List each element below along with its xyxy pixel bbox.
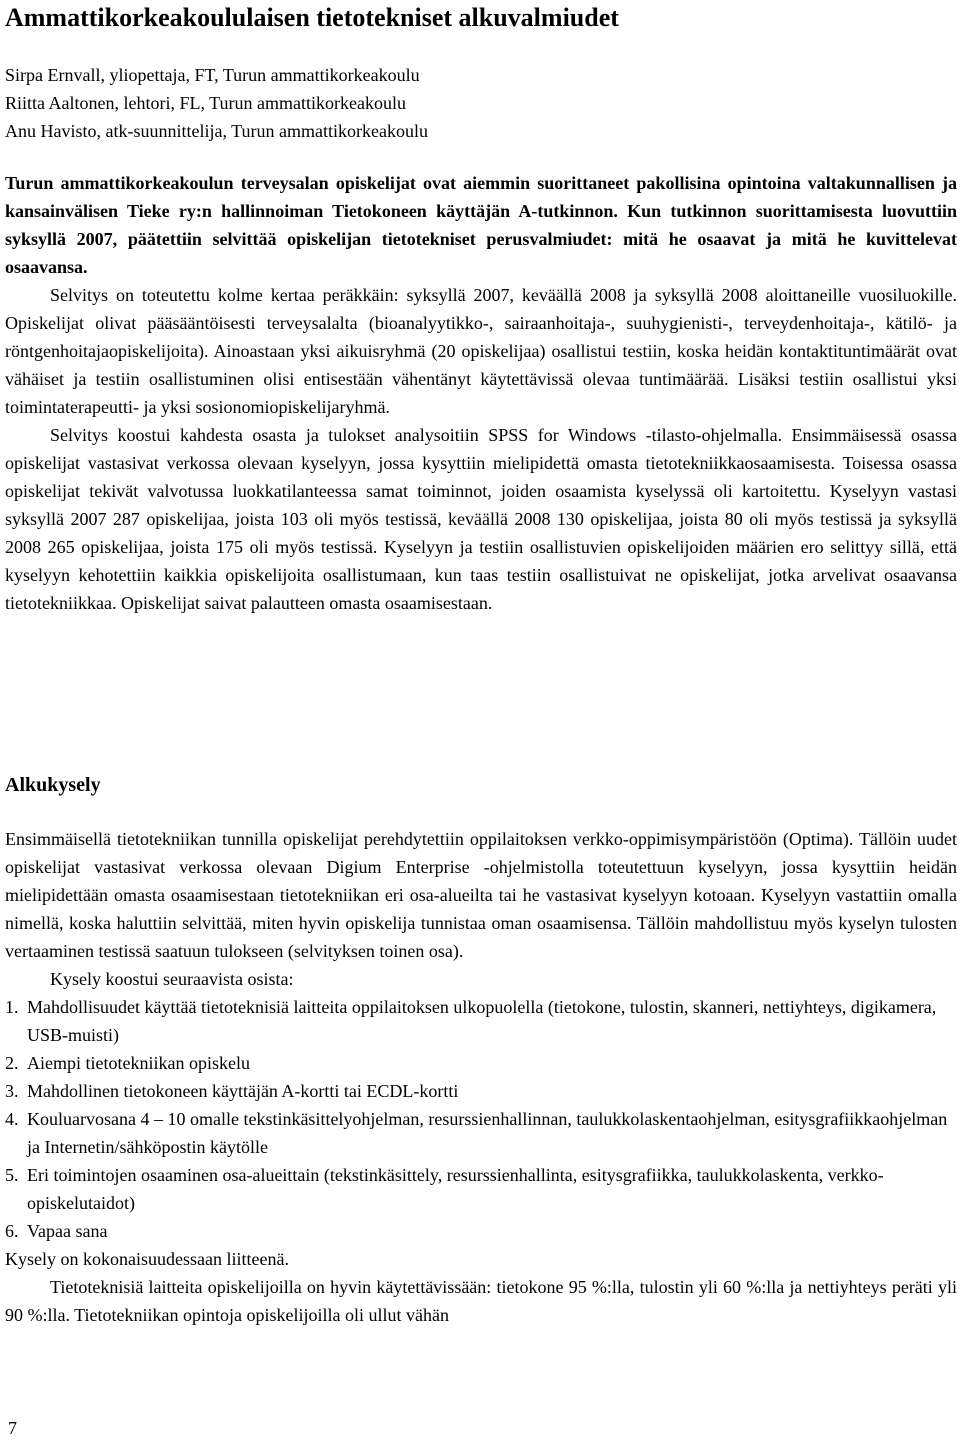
- survey-section: [5, 825, 957, 1329]
- list-item-text: Eri toimintojen osaaminen osa-alueittain (tekstinkäsittely, resurssienhallinta, esitysgrafiikka, taulukkolaskenta, verkko-opiskelutaidot): [27, 1165, 884, 1213]
- attachment-note: Kysely on kokonaisuudessaan liitteenä.: [5, 1249, 289, 1269]
- list-item-text: Vapaa sana: [27, 1221, 108, 1241]
- list-number: 6.: [5, 1221, 19, 1241]
- list-item-text: Mahdollisuudet käyttää tietoteknisiä laitteita oppilaitoksen ulkopuolella (tietokone, tulostin, skanneri, nettiyhteys, digikamera, USB-muisti): [27, 997, 937, 1045]
- body-paragraph: Ensimmäisellä tietotekniikan tunnilla opiskelijat perehdytettiin oppilaitoksen verkko-oppimisympäristöön (Optima). Tällöin uudet opiskelijat vastasivat verkossa olevaan Digium Enterprise -ohjelmistolla toteutettuun kyselyyn, jossa kysyttiin heidän mielipidettään omasta osaamisestaan tietotekniikan eri osa-alueilta tai he vastasivat kyselyyn kotoaan. Kyselyyn vastattiin omalla nimellä, koska haluttiin selvittää, miten hyvin opiskelija tunnistaa oman osaamisensa. Tällöin mahdollistuu myös kyselyn tulosten vertaaminen testissä saatuun tulokseen (selvityksen toinen osa).: [5, 829, 957, 961]
- intro-section: [5, 169, 957, 617]
- list-number: 3.: [5, 1081, 19, 1101]
- list-number: 4.: [5, 1109, 19, 1129]
- list-item: [5, 1049, 957, 1077]
- survey-parts-list: [5, 993, 957, 1245]
- abstract-bold-text: Turun ammattikorkeakoulun terveysalan opiskelijat ovat aiemmin suorittaneet pakollisina opintoina valtakunnallisen ja kansainvälisen Tieke ry:n hallinnoiman Tietokoneen käyttäjän A-tutkinnon. Kun tutkinnon suorittamisesta luovuttiin syksyllä 2007, päätettiin selvittää opiskelijan tietotekniset perusvalmiudet: mitä he osaavat ja mitä he kuvittelevat osaavansa.: [5, 173, 957, 277]
- list-item: [5, 1161, 957, 1217]
- list-item-text: Aiempi tietotekniikan opiskelu: [27, 1053, 250, 1073]
- list-item: [5, 1105, 957, 1161]
- list-intro: Kysely koostui seuraavista osista:: [50, 969, 294, 989]
- list-number: 5.: [5, 1165, 19, 1185]
- author-line: Riitta Aaltonen, lehtori, FL, Turun ammattikorkeakoulu: [5, 93, 406, 113]
- author-line: Anu Havisto, atk-suunnittelija, Turun ammattikorkeakoulu: [5, 121, 428, 141]
- author-list: [5, 61, 428, 145]
- author-line: Sirpa Ernvall, yliopettaja, FT, Turun ammattikorkeakoulu: [5, 65, 420, 85]
- list-item: [5, 1077, 957, 1105]
- list-item: [5, 993, 957, 1049]
- list-number: 1.: [5, 997, 19, 1017]
- body-paragraph: Tietoteknisiä laitteita opiskelijoilla on hyvin käytettävissään: tietokone 95 %:lla, tulostin yli 60 %:lla ja nettiyhteys peräti yli 90 %:lla. Tietotekniikan opintoja opiskelijoilla oli ullut vähän: [5, 1277, 957, 1325]
- abstract-paragraph: [5, 169, 957, 281]
- list-item-text: Mahdollinen tietokoneen käyttäjän A-kortti tai ECDL-kortti: [27, 1081, 459, 1101]
- list-number: 2.: [5, 1053, 19, 1073]
- body-paragraph: Selvitys on toteutettu kolme kertaa peräkkäin: syksyllä 2007, keväällä 2008 ja syksyllä 2008 aloittaneille vuosiluokille. Opiskelijat olivat pääsääntöisesti terveysalalta (bioanalyytikko-, sairaanhoitaja-, suuhygienisti-, terveydenhoitaja-, kätilö- ja röntgenhoitajaopiskelijoita). Ainoastaan yksi aikuisryhmä (20 opiskelijaa) osallistui testiin, koska heidän kontaktituntimäärät ovat vähäiset ja testiin osallistuminen olisi entisestään vähentänyt käytettävissä olevaa tuntimäärää. Lisäksi testiin osallistui yksi toimintaterapeutti- ja yksi sosionomiopiskelijaryhmä.: [5, 285, 957, 417]
- page-number: 7: [8, 1418, 17, 1438]
- body-paragraph: Selvitys koostui kahdesta osasta ja tulokset analysoitiin SPSS for Windows -tilasto-ohjelmalla. Ensimmäisessä osassa opiskelijat vastasivat verkossa olevaan kyselyyn, jossa kysyttiin mielipidettä omasta tietotekniikkaosaamisesta. Toisessa osassa opiskelijat tekivät valvotussa luokkatilanteessa samat toiminnot, joiden osaamista kyselyssä oli kartoitettu. Kyselyyn vastasi syksyllä 2007 287 opiskelijaa, joista 103 oli myös testissä, keväällä 2008 130 opiskelijaa, joista 80 oli myös testissä ja syksyllä 2008 265 opiskelijaa, joista 175 oli myös testissä. Kyselyyn ja testiin osallistuvien opiskelijoiden määrien ero selittyy sillä, että kyselyyn kehotettiin kaikkia opiskelijoita osallistumaan, kun taas testiin osallistuivat ne opiskelijat, jotka arvelivat osaavansa tietotekniikkaa. Opiskelijat saivat palautteen omasta osaamisestaan.: [5, 425, 957, 613]
- list-item-text: Kouluarvosana 4 – 10 omalle tekstinkäsittelyohjelman, resurssienhallinnan, taulukkolaskentaohjelman, esitysgrafiikkaohjelman ja Internetin/sähköpostin käytölle: [27, 1109, 948, 1157]
- list-item: [5, 1217, 957, 1245]
- document-title: Ammattikorkeakoululaisen tietotekniset alkuvalmiudet: [5, 3, 619, 32]
- section-heading: Alkukysely: [5, 774, 101, 796]
